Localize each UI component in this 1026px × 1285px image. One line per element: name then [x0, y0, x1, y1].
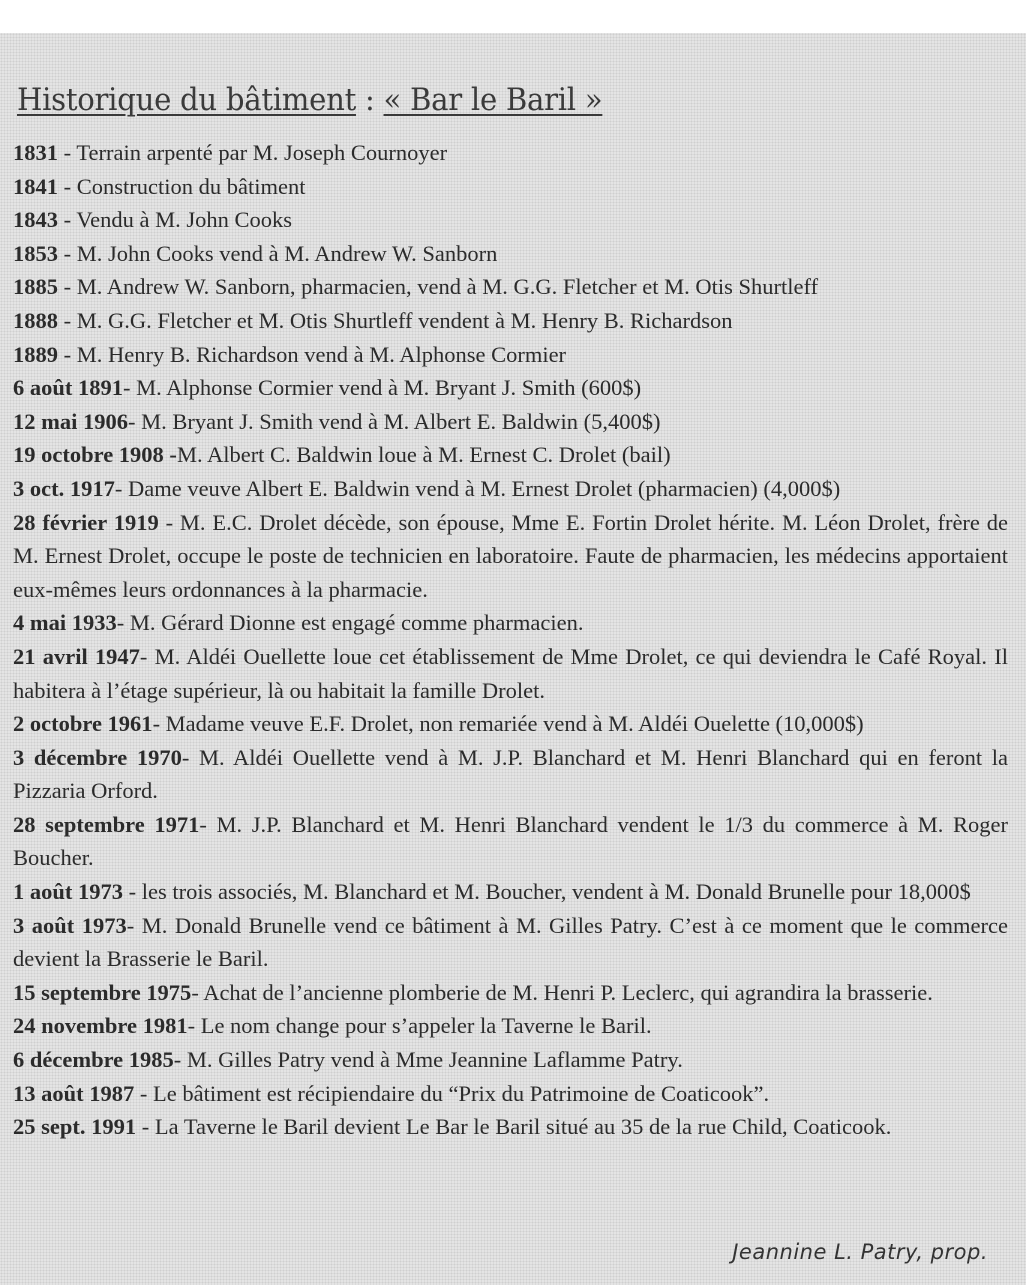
- timeline-entry: [13, 640, 1008, 707]
- timeline-entry: [13, 506, 1008, 607]
- entry-text: - les trois associés, M. Blanchard et M. Boucher, vendent à M. Donald Brunelle pour 18,000$: [123, 879, 971, 905]
- timeline-entry: [13, 405, 1008, 439]
- timeline-entry: [13, 304, 1008, 338]
- entry-date: 2 octobre 1961: [13, 711, 153, 737]
- entry-text: - M. Donald Brunelle vend ce bâtiment à M. Gilles Patry. C’est à ce moment que le commerce devient la Brasserie le Baril.: [13, 912, 1008, 972]
- entry-text: M. Albert C. Baldwin loue à M. Ernest C. Drolet (bail): [176, 442, 671, 468]
- timeline-entry: [13, 237, 1008, 271]
- entry-date: 6 décembre 1985: [13, 1047, 174, 1073]
- timeline-entry: [13, 707, 1008, 741]
- entry-date: 4 mai 1933: [13, 610, 117, 636]
- entry-text: - Madame veuve E.F. Drolet, non remariée vend à M. Aldéi Ouelette (10,000$): [152, 711, 864, 737]
- timeline-entry: [13, 1110, 1008, 1144]
- entry-date: 12 mai 1906: [13, 408, 128, 434]
- entry-text: - Terrain arpenté par M. Joseph Cournoyer: [58, 140, 448, 165]
- entry-date: 1 août 1973: [13, 879, 124, 905]
- entry-date: 25 sept. 1991: [13, 1114, 137, 1140]
- timeline-entry: [13, 606, 1008, 640]
- page-title: [17, 82, 602, 118]
- entry-text: - M. Aldéi Ouellette loue cet établissement de Mme Drolet, ce qui deviendra le Café Royal. Il habitera à l’étage supérieur, là ou habitait la famille Drolet.: [13, 643, 1008, 703]
- entry-text: - M. Alphonse Cormier vend à M. Bryant J. Smith (600$): [123, 375, 642, 401]
- entry-date: 3 oct. 1917: [13, 475, 115, 501]
- entry-date: 13 août 1987: [13, 1080, 135, 1106]
- entry-text: - M. Gilles Patry vend à Mme Jeannine Laflamme Patry.: [173, 1047, 683, 1073]
- entry-text: - M. Andrew W. Sanborn, pharmacien, vend à M. G.G. Fletcher et M. Otis Shurtleff: [58, 274, 819, 300]
- title-main: Historique du bâtiment: [17, 82, 357, 118]
- timeline-entry: [13, 741, 1008, 808]
- entry-date: 3 août 1973: [13, 912, 127, 938]
- entry-text: - M. Gérard Dionne est engagé comme pharmacien.: [116, 610, 584, 636]
- timeline-entry: [13, 1009, 1008, 1043]
- entry-text: - M. E.C. Drolet décède, son épouse, Mme E. Fortin Drolet hérite. M. Léon Drolet, frère de M. Ernest Drolet, occupe le poste de technicien en laboratoire. Faute de pharmacien, les médecins apportaient eux-mêmes leurs ordonnances à la pharmacie.: [13, 509, 1008, 602]
- entry-text: - Le bâtiment est récipiendaire du “Prix du Patrimoine de Coaticook”.: [134, 1080, 770, 1106]
- entry-date: 21 avril 1947: [13, 643, 140, 669]
- entry-text: - M. Henry B. Richardson vend à M. Alphonse Cormier: [58, 341, 567, 367]
- timeline-entry: [13, 136, 1008, 170]
- timeline-entry: [13, 808, 1008, 875]
- entry-text: - Dame veuve Albert E. Baldwin vend à M. Ernest Drolet (pharmacien) (4,000$): [114, 475, 841, 501]
- entry-date: 6 août 1891: [13, 375, 124, 401]
- timeline-list: [13, 136, 1008, 1144]
- entry-text: - La Taverne le Baril devient Le Bar le Baril situé au 35 de la rue Child, Coaticook.: [136, 1114, 892, 1140]
- timeline-entry: [13, 270, 1008, 304]
- entry-date: 1889: [13, 341, 58, 367]
- entry-text: - Construction du bâtiment: [58, 173, 306, 199]
- timeline-entry: [13, 1077, 1008, 1111]
- timeline-entry: [13, 1043, 1008, 1077]
- entry-date: 15 septembre 1975: [13, 979, 192, 1005]
- entry-text: - Le nom change pour s’appeler la Taverne le Baril.: [187, 1013, 652, 1039]
- entry-text: - Vendu à M. John Cooks: [58, 207, 292, 233]
- timeline-entry: [13, 909, 1008, 976]
- entry-date: 1831: [13, 140, 58, 165]
- entry-date: 1843: [13, 207, 58, 233]
- timeline-entry: [13, 371, 1008, 405]
- timeline-entry: [13, 170, 1008, 204]
- entry-date: 28 septembre 1971: [13, 811, 200, 837]
- entry-text: - M. Bryant J. Smith vend à M. Albert E. Baldwin (5,400$): [128, 408, 661, 434]
- timeline-entry: [13, 338, 1008, 372]
- timeline-entry: [13, 875, 1008, 909]
- entry-text: - M. J.P. Blanchard et M. Henri Blanchard vendent le 1/3 du commerce à M. Roger Boucher.: [13, 811, 1008, 871]
- entry-text: - M. G.G. Fletcher et M. Otis Shurtleff vendent à M. Henry B. Richardson: [58, 307, 733, 333]
- title-building-name: « Bar le Baril »: [383, 82, 603, 118]
- entry-text: - Achat de l’ancienne plomberie de M. Henri P. Leclerc, qui agrandira la brasserie.: [191, 979, 933, 1005]
- entry-date: 19 octobre 1908 -: [13, 442, 177, 468]
- entry-date: 1841: [13, 173, 58, 199]
- entry-text: - M. John Cooks vend à M. Andrew W. Sanborn: [58, 240, 498, 266]
- entry-date: 3 décembre 1970: [13, 744, 182, 770]
- timeline-entry: [13, 472, 1008, 506]
- timeline-entry: [13, 203, 1008, 237]
- entry-date: 1888: [13, 307, 58, 333]
- timeline-entry: [13, 976, 1008, 1010]
- title-separator: :: [356, 82, 384, 118]
- signature: Jeannine L. Patry, prop.: [732, 1240, 988, 1264]
- entry-date: 1885: [13, 274, 58, 300]
- entry-date: 28 février 1919: [13, 509, 159, 535]
- entry-text: - M. Aldéi Ouellette vend à M. J.P. Blanchard et M. Henri Blanchard qui en feront la Pizzaria Orford.: [13, 744, 1008, 804]
- entry-date: 1853: [13, 240, 58, 266]
- timeline-entry: [13, 438, 1008, 472]
- entry-date: 24 novembre 1981: [13, 1013, 188, 1039]
